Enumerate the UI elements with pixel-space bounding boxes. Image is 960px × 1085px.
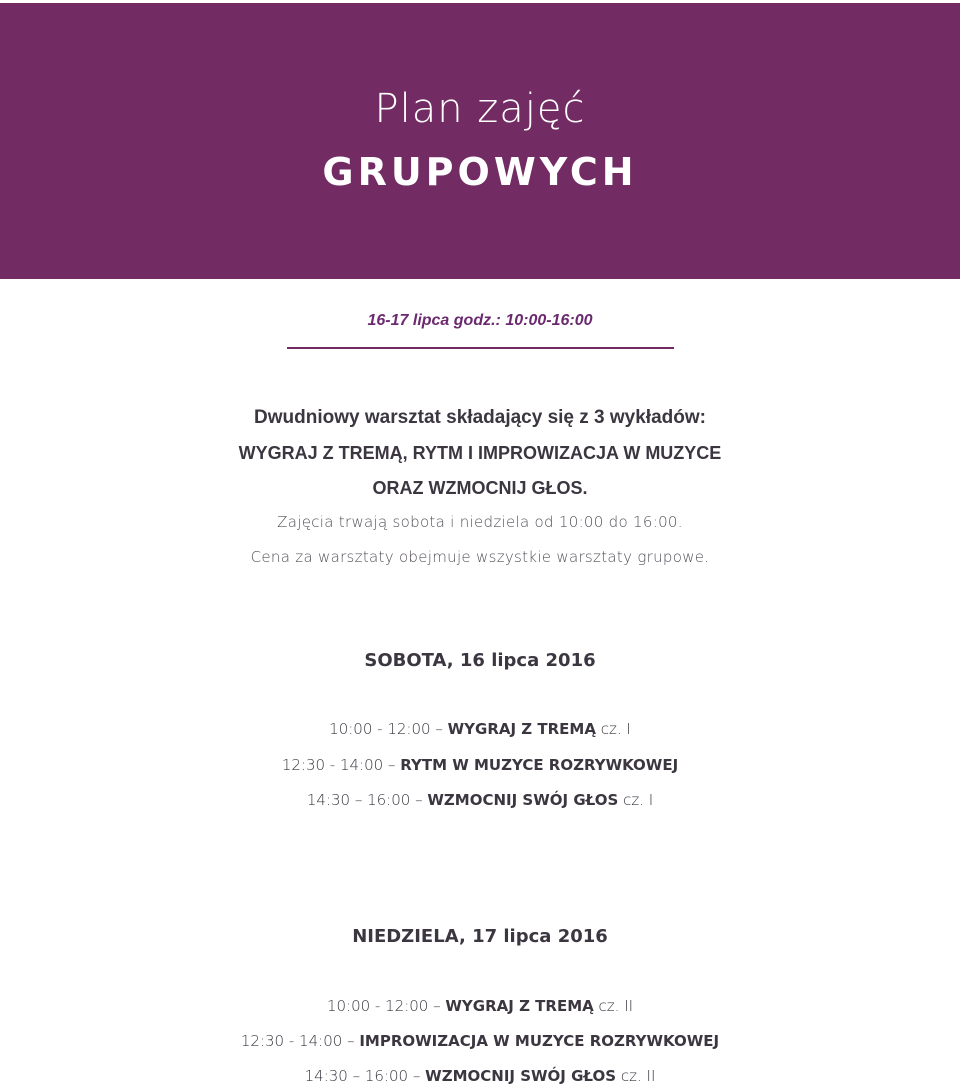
note-line-2: Cena za warsztaty obejmuje wszystkie warsztaty grupowe. (250, 548, 710, 566)
note-line-1: Zajęcia trwają sobota i niedziela od 10:00 do 16:00. (277, 513, 683, 531)
intro-line-3: ORAZ WZMOCNIJ GŁOS. (372, 478, 588, 498)
schedule-row (0, 1067, 960, 1085)
session-name: WZMOCNIJ SWÓJ GŁOS (425, 1067, 617, 1085)
session-time: 12:30 - 14:00 – (281, 756, 396, 774)
schedule-row (0, 720, 960, 738)
page-title: Plan zajęć (374, 86, 586, 132)
session-name: WYGRAJ Z TREMĄ (447, 720, 596, 738)
intro-line-1: Dwudniowy warsztat składający się z 3 wykładów: (254, 407, 706, 428)
session-name: IMPROWIZACJA W MUZYCE ROZRYWKOWEJ (359, 1032, 720, 1050)
session-part: cz. II (620, 1067, 656, 1085)
session-part: cz. II (598, 997, 634, 1015)
intro-line-2: WYGRAJ Z TREMĄ, RYTM I IMPROWIZACJA W MUZYCE (238, 443, 722, 463)
session-name: RYTM W MUZYCE ROZRYWKOWEJ (400, 756, 679, 774)
session-name: WYGRAJ Z TREMĄ (445, 997, 594, 1015)
day-title-sunday: NIEDZIELA, 17 lipca 2016 (352, 926, 608, 947)
divider (287, 347, 674, 349)
header-band (0, 3, 960, 279)
session-time: 12:30 - 14:00 – (240, 1032, 355, 1050)
session-time: 14:30 – 16:00 – (306, 791, 423, 809)
date-line: 16-17 lipca godz.: 10:00-16:00 (367, 312, 593, 329)
session-time: 10:00 - 12:00 – (329, 720, 443, 738)
session-time: 10:00 - 12:00 – (326, 997, 441, 1015)
session-part: cz. I (600, 720, 631, 738)
day-title-saturday: SOBOTA, 16 lipca 2016 (364, 650, 596, 671)
schedule-row (0, 1032, 960, 1050)
session-time: 14:30 – 16:00 – (304, 1067, 421, 1085)
session-name: WZMOCNIJ SWÓJ GŁOS (427, 791, 619, 809)
schedule-row (0, 756, 960, 774)
page-subtitle: GRUPOWYCH (322, 150, 638, 194)
session-part: cz. I (623, 791, 654, 809)
schedule-row (0, 997, 960, 1015)
schedule-row (0, 791, 960, 809)
